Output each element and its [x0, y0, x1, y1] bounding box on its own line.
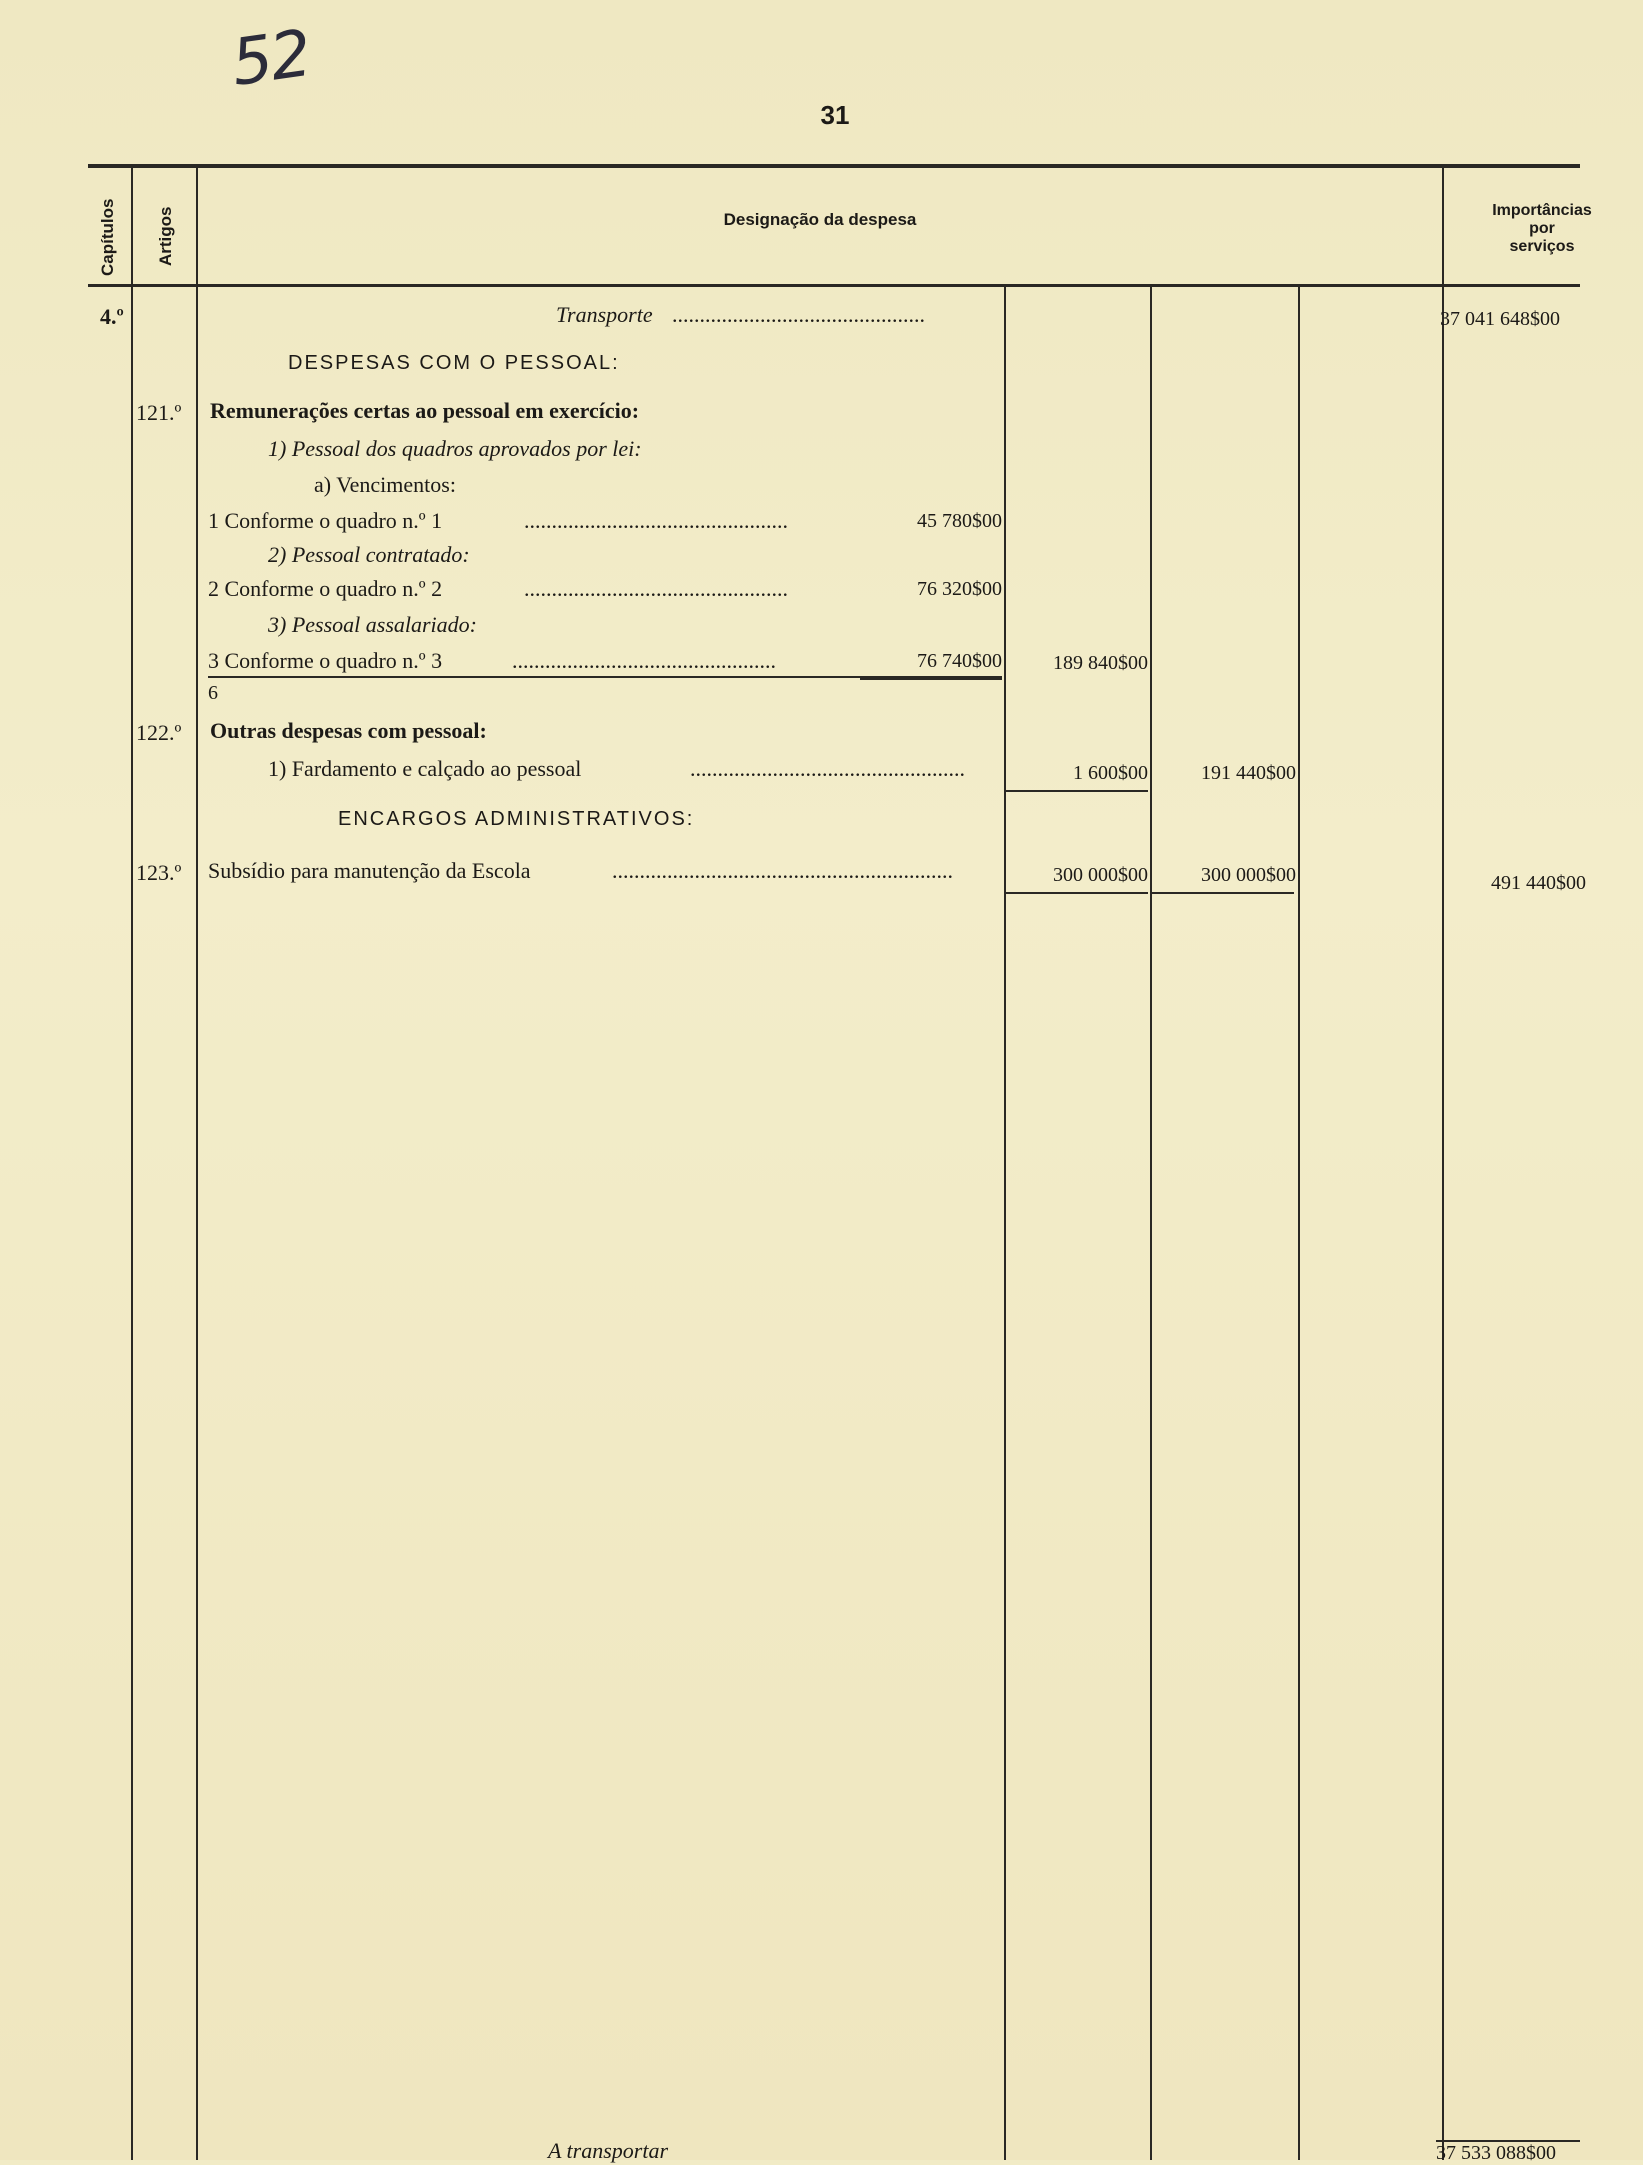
chapter-total: 491 440$00	[1491, 872, 1586, 894]
transporte-value: 37 041 648$00	[1440, 308, 1560, 330]
transporte-label: Transporte	[556, 302, 653, 327]
line4-value: 1 600$00	[1073, 762, 1148, 784]
total-rule-col1	[1006, 892, 1148, 894]
total-121: 189 840$00	[1053, 652, 1148, 674]
count-marker: 6	[208, 682, 218, 704]
header-capitulos: Capítulos	[98, 198, 117, 276]
leader-dots: ................................................	[524, 576, 788, 601]
subsection-2: 2) Pessoal contratado:	[268, 542, 470, 567]
article-122: 122.º	[136, 720, 182, 745]
section-encargos: ENCARGOS ADMINISTRATIVOS:	[338, 808, 695, 830]
line1-label: 1 Conforme o quadro n.º 1	[208, 508, 443, 533]
leader-dots: ..............................................	[672, 302, 925, 327]
line5-total: 300 000$00	[1201, 864, 1296, 886]
column-rule-amount3	[1298, 286, 1300, 2160]
header-importancias: Importâncias por serviços	[1492, 202, 1592, 255]
column-rule-artigos	[196, 166, 198, 2160]
total-122: 191 440$00	[1201, 762, 1296, 784]
leader-dots: ................................................	[512, 648, 776, 673]
line1-value: 45 780$00	[917, 510, 1002, 532]
line2-value: 76 320$00	[917, 578, 1002, 600]
page-number: 31	[820, 100, 850, 130]
article-121-title: Remunerações certas ao pessoal em exercício:	[210, 398, 640, 423]
leader-dots: ................................................	[524, 508, 788, 533]
article-122-title: Outras despesas com pessoal:	[210, 718, 487, 743]
section-despesas-pessoal: DESPESAS COM O PESSOAL:	[288, 352, 620, 374]
column-rule-amount2	[1150, 286, 1152, 2160]
subsection-3: 3) Pessoal assalariado:	[268, 612, 477, 637]
handwritten-page-mark: 52	[227, 16, 315, 102]
a-transportar-value: 37 533 088$00	[1436, 2142, 1556, 2164]
subtotal-rule-col2	[1006, 790, 1148, 792]
header-designacao: Designação da despesa	[723, 210, 917, 229]
subsection-1a: a) Vencimentos:	[314, 472, 456, 497]
a-transportar-label: A transportar	[548, 2138, 669, 2163]
article-123: 123.º	[136, 860, 182, 885]
header-artigos: Artigos	[156, 206, 175, 266]
subtotal-rule-col1	[860, 678, 1002, 680]
line5-label: Subsídio para manutenção da Escola	[208, 858, 531, 883]
article-121: 121.º	[136, 400, 182, 425]
line5-value: 300 000$00	[1053, 864, 1148, 886]
line3-label: 3 Conforme o quadro n.º 3	[208, 648, 443, 673]
column-rule-importancias	[1442, 166, 1444, 2160]
leader-dots: ..............................................................	[612, 858, 953, 883]
line3-value: 76 740$00	[917, 650, 1002, 672]
chapter-number: 4.º	[100, 304, 124, 329]
column-rule-capitulos	[131, 166, 133, 2160]
table-top-rule	[88, 164, 1580, 168]
subsection-1: 1) Pessoal dos quadros aprovados por lei:	[268, 436, 642, 461]
line4-label: 1) Fardamento e calçado ao pessoal	[268, 756, 582, 781]
line2-label: 2 Conforme o quadro n.º 2	[208, 576, 443, 601]
header-bottom-rule	[88, 284, 1580, 287]
column-rule-amount1	[1004, 286, 1006, 2160]
total-rule-col2	[1152, 892, 1294, 894]
leader-dots: ..................................................	[690, 756, 965, 781]
